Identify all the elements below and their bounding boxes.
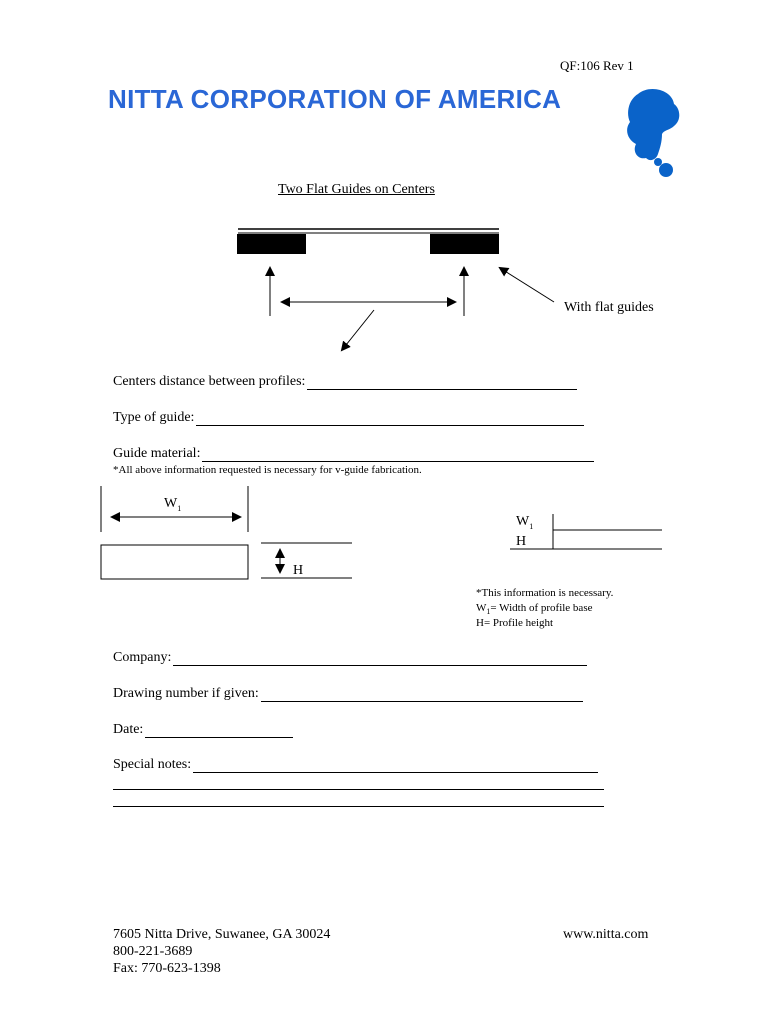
company-field[interactable]	[113, 650, 587, 666]
special-notes-line[interactable]	[193, 758, 598, 773]
special-notes-line-2[interactable]	[113, 789, 604, 790]
table-w1-label: $W_1$	[516, 514, 534, 531]
flat-guides-pointer-arrow	[500, 268, 554, 302]
right-guide-block	[430, 234, 499, 254]
requirement-note: *All above information requested is necessary for v-guide fabrication.	[113, 464, 422, 476]
guide-material-field[interactable]	[113, 446, 594, 462]
special-notes-line-3[interactable]	[113, 806, 604, 807]
info-h-definition: H= Profile height	[476, 617, 554, 629]
info-necessary: *This information is necessary.	[476, 587, 614, 599]
footer-contact	[113, 926, 330, 977]
centers-distance-field[interactable]	[113, 374, 577, 390]
drawing-number-field[interactable]	[113, 686, 583, 702]
footer-address: 7605 Nitta Drive, Suwanee, GA 30024	[113, 927, 331, 942]
footer-fax: Fax: 770-623-1398	[113, 961, 221, 976]
company-name-logo: NITTA CORPORATION OF AMERICA	[108, 84, 562, 114]
drawing-number-line[interactable]	[261, 687, 583, 702]
footer-website[interactable]: www.nitta.com	[563, 927, 649, 942]
type-of-guide-field[interactable]	[113, 410, 584, 426]
table-h-label: H	[516, 534, 527, 549]
left-guide-block	[237, 234, 306, 254]
type-of-guide-line[interactable]	[196, 411, 584, 426]
company-line[interactable]	[173, 651, 587, 666]
guide-material-label: Guide material:	[113, 446, 201, 461]
document-id: QF:106 Rev 1	[560, 58, 634, 73]
date-label: Date:	[113, 722, 144, 737]
h-dimension-label: H	[293, 563, 304, 578]
special-notes-label: Special notes:	[113, 757, 192, 772]
centers-distance-label: Centers distance between profiles:	[113, 374, 306, 389]
centers-distance-line[interactable]	[307, 375, 577, 390]
w1-dimension-label: $W_1$	[164, 496, 182, 513]
company-label: Company:	[113, 650, 172, 665]
info-w1-definition: $W_1=$ Width of profile base	[476, 602, 593, 617]
date-line[interactable]	[145, 723, 293, 738]
footer-phone: 800-221-3689	[113, 944, 193, 959]
diagonal-arrow	[342, 310, 374, 350]
special-notes-field[interactable]	[113, 757, 598, 773]
date-field[interactable]	[113, 722, 293, 738]
type-of-guide-label: Type of guide:	[113, 410, 195, 425]
drawing-number-label: Drawing number if given:	[113, 686, 259, 701]
diagram-title: Two Flat Guides on Centers	[278, 182, 435, 197]
profile-base-box	[101, 545, 248, 579]
guide-material-line[interactable]	[202, 447, 594, 462]
with-flat-guides-label: With flat guides	[564, 300, 654, 315]
blue-liquid-drop-logo-icon	[620, 86, 686, 182]
